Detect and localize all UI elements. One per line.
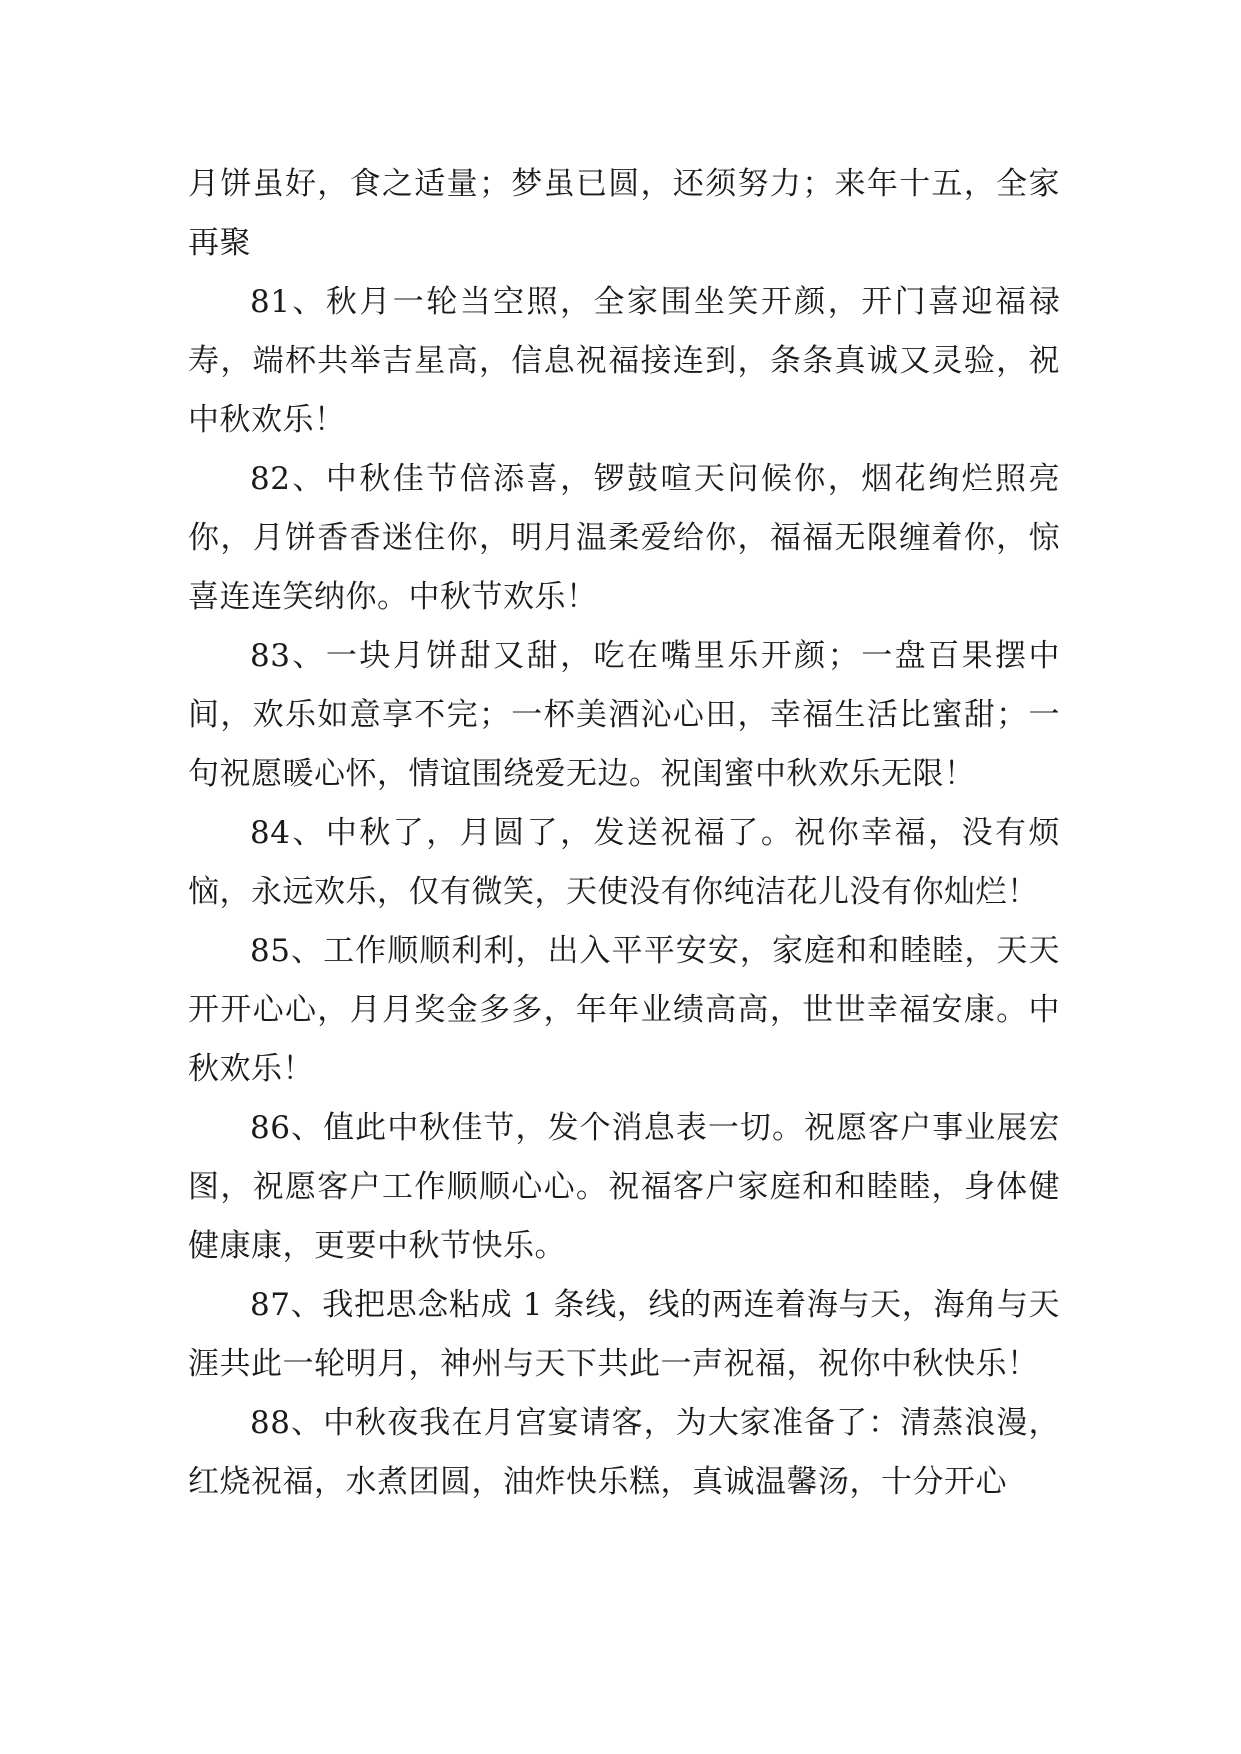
paragraph-intro: 月饼虽好，食之适量；梦虽已圆，还须努力；来年十五，全家再聚	[188, 166, 1060, 261]
paragraph-85: 85、工作顺顺利利，出入平平安安，家庭和和睦睦，天天开开心心，月月奖金多多，年年业绩高高，世世幸福安康。中秋欢乐！	[188, 933, 1060, 1087]
paragraph-83: 83、一块月饼甜又甜，吃在嘴里乐开颜；一盘百果摆中间，欢乐如意享不完；一杯美酒沁心田，幸福生活比蜜甜；一句祝愿暖心怀，情谊围绕爱无边。祝闺蜜中秋欢乐无限！	[188, 638, 1060, 792]
paragraph-81: 81、秋月一轮当空照，全家围坐笑开颜，开门喜迎福禄寿，端杯共举吉星高，信息祝福接连到，条条真诚又灵验，祝中秋欢乐！	[188, 284, 1060, 438]
document-body	[188, 155, 1060, 1512]
paragraph-86: 86、值此中秋佳节，发个消息表一切。祝愿客户事业展宏图，祝愿客户工作顺顺心心。祝福客户家庭和和睦睦，身体健健康康，更要中秋节快乐。	[188, 1110, 1060, 1264]
paragraph-88: 88、中秋夜我在月宫宴请客，为大家准备了：清蒸浪漫，红烧祝福，水煮团圆，油炸快乐糕，真诚温馨汤，十分开心	[188, 1405, 1060, 1500]
paragraph-84: 84、中秋了，月圆了，发送祝福了。祝你幸福，没有烦恼，永远欢乐，仅有微笑，天使没有你纯洁花儿没有你灿烂！	[188, 815, 1060, 910]
paragraph-87: 87、我把思念粘成 1 条线，线的两连着海与天，海角与天涯共此一轮明月，神州与天下共此一声祝福，祝你中秋快乐！	[188, 1287, 1060, 1382]
paragraph-82: 82、中秋佳节倍添喜，锣鼓喧天问候你，烟花绚烂照亮你，月饼香香迷住你，明月温柔爱给你，福福无限缠着你，惊喜连连笑纳你。中秋节欢乐！	[188, 461, 1060, 615]
